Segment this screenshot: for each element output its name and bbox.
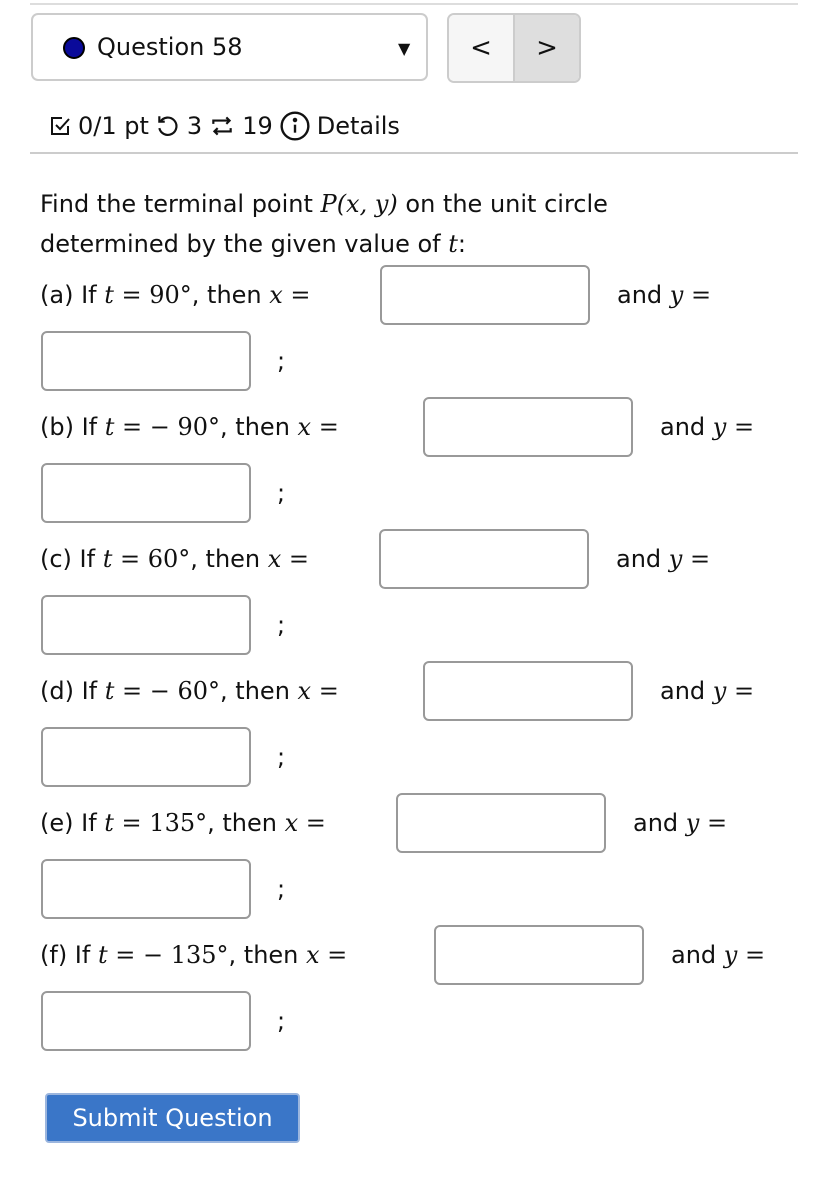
prev-question-button[interactable]: < <box>449 15 515 81</box>
part-3-label <box>40 671 339 711</box>
retry-icon <box>155 113 181 139</box>
y-answer-input[interactable] <box>41 463 251 523</box>
x-equals: x = <box>267 545 310 573</box>
x-equals: x = <box>284 809 326 837</box>
x-answer-input[interactable] <box>434 925 644 985</box>
prompt-text: determined by the given value of <box>40 230 449 258</box>
details-link[interactable]: Details <box>316 112 400 140</box>
y-equals: y = <box>685 809 728 837</box>
t-equals: t = <box>104 413 150 441</box>
t-equals: t = <box>104 677 150 705</box>
semicolon: ; <box>277 875 286 903</box>
x-answer-input[interactable] <box>379 529 589 589</box>
part-text: (a) If <box>40 281 105 309</box>
angle-value: − 60° <box>149 677 221 705</box>
x-answer-input[interactable] <box>423 397 633 457</box>
and-text: and <box>633 809 686 837</box>
semicolon: ; <box>277 479 286 507</box>
and-text: and <box>671 941 724 969</box>
angle-value: 135° <box>149 809 208 837</box>
t-equals: t = <box>102 545 148 573</box>
y-equals: y = <box>668 545 711 573</box>
top-divider <box>30 3 798 5</box>
prompt-text: on the unit circle <box>397 190 608 218</box>
x-equals: x = <box>269 281 311 309</box>
and-text: and <box>616 545 669 573</box>
y-answer-input[interactable] <box>41 331 251 391</box>
question-nav <box>447 13 581 83</box>
and-text: and <box>617 281 670 309</box>
question-label: Question 58 <box>97 33 243 61</box>
header-divider <box>30 152 798 154</box>
t-equals: t = <box>104 281 150 309</box>
y-equals: y = <box>712 413 755 441</box>
prompt-math: P(x, y) <box>320 190 398 218</box>
and-y-label <box>633 803 727 843</box>
prompt-text: Find the terminal point <box>40 190 321 218</box>
info-icon[interactable] <box>279 110 311 142</box>
y-answer-input[interactable] <box>41 727 251 787</box>
and-y-label <box>671 935 765 975</box>
and-y-label <box>617 275 711 315</box>
y-equals: y = <box>723 941 766 969</box>
x-equals: x = <box>297 677 339 705</box>
angle-value: − 90° <box>149 413 221 441</box>
part-1-label <box>40 407 339 447</box>
x-answer-input[interactable] <box>380 265 590 325</box>
part-text: , then <box>220 677 298 705</box>
angle-value: 60° <box>147 545 191 573</box>
part-text: , then <box>190 545 268 573</box>
part-text: (e) If <box>40 809 105 837</box>
y-answer-input[interactable] <box>41 595 251 655</box>
x-answer-input[interactable] <box>396 793 606 853</box>
t-equals: t = <box>104 809 150 837</box>
part-0-label <box>40 275 311 315</box>
y-equals: y = <box>669 281 712 309</box>
part-text: , then <box>228 941 307 969</box>
x-answer-input[interactable] <box>423 661 633 721</box>
and-y-label <box>616 539 710 579</box>
y-answer-input[interactable] <box>41 859 251 919</box>
checkbox-score-icon <box>48 114 72 138</box>
next-question-button[interactable]: > <box>515 15 579 81</box>
question-select[interactable] <box>31 13 428 81</box>
angle-value: 90° <box>149 281 192 309</box>
part-text: , then <box>191 281 270 309</box>
prompt-text: : <box>457 230 466 258</box>
semicolon: ; <box>277 743 286 771</box>
and-y-label <box>660 407 754 447</box>
attempts-icon <box>208 113 236 139</box>
x-equals: x = <box>297 413 339 441</box>
x-equals: x = <box>306 941 348 969</box>
dropdown-caret-icon: ▼ <box>398 39 411 58</box>
and-text: and <box>660 413 713 441</box>
retries-count: 3 <box>186 112 203 140</box>
part-text: , then <box>207 809 285 837</box>
part-text: , then <box>220 413 298 441</box>
part-text: (d) If <box>40 677 105 705</box>
part-2-label <box>40 539 309 579</box>
y-equals: y = <box>712 677 755 705</box>
score-text: 0/1 pt <box>78 112 149 140</box>
prompt-line-1 <box>40 184 608 224</box>
attempts-count: 19 <box>242 112 273 140</box>
and-text: and <box>660 677 713 705</box>
status-dot-icon <box>63 37 85 59</box>
prompt-math: t <box>448 230 458 258</box>
part-4-label <box>40 803 326 843</box>
submit-question-button[interactable]: Submit Question <box>45 1093 300 1143</box>
part-text: (c) If <box>40 545 103 573</box>
question-meta <box>48 110 400 142</box>
t-equals: t = <box>97 941 143 969</box>
semicolon: ; <box>277 347 286 375</box>
and-y-label <box>660 671 754 711</box>
part-5-label <box>40 935 347 975</box>
semicolon: ; <box>277 611 286 639</box>
y-answer-input[interactable] <box>41 991 251 1051</box>
angle-value: − 135° <box>142 941 229 969</box>
prompt-line-2 <box>40 224 466 264</box>
part-text: (b) If <box>40 413 105 441</box>
semicolon: ; <box>277 1007 286 1035</box>
part-text: (f) If <box>40 941 98 969</box>
